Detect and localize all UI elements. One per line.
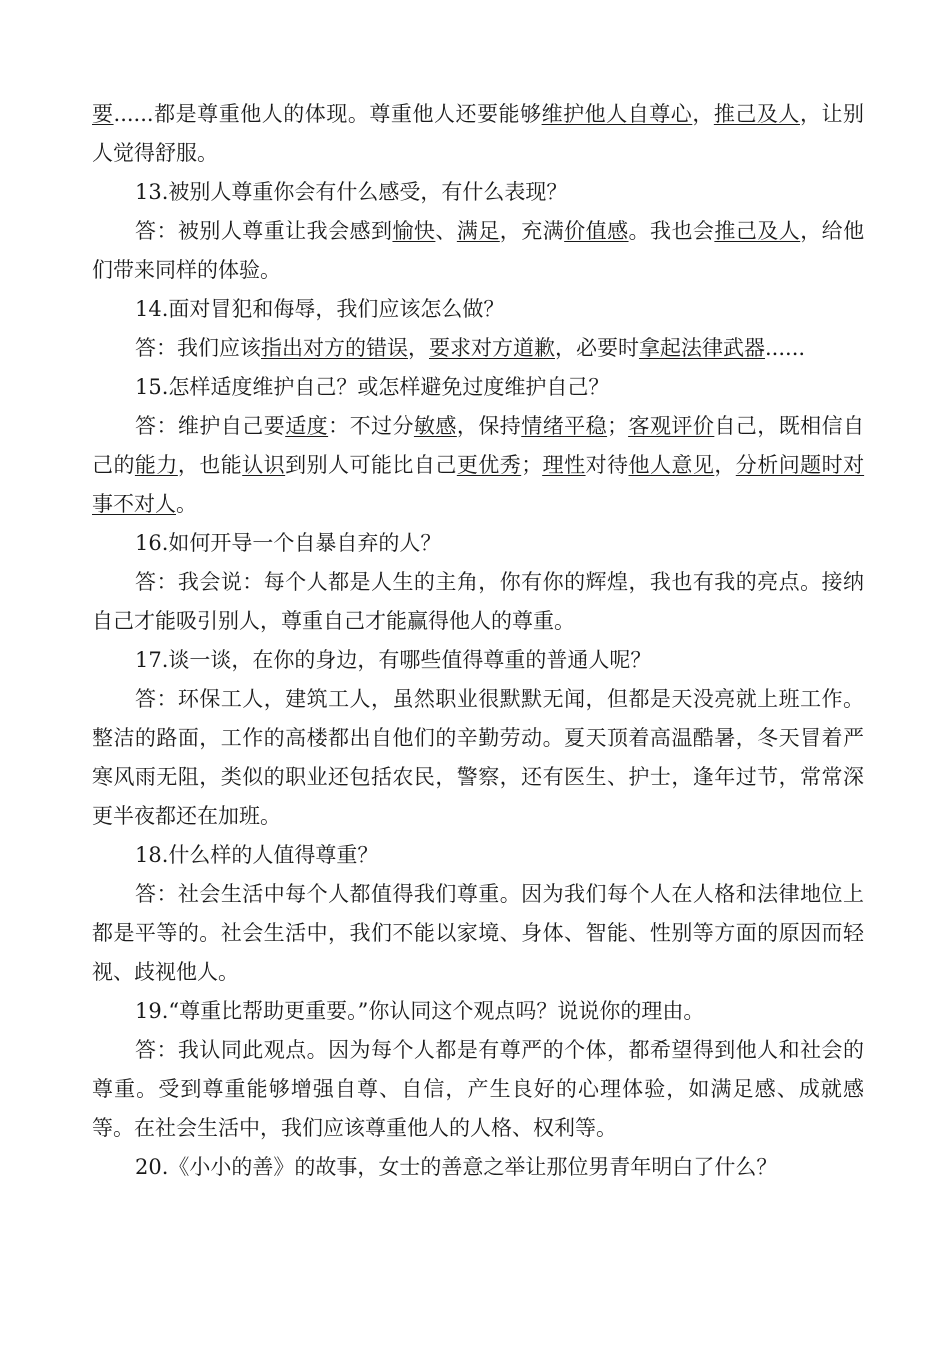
answer-paragraph xyxy=(92,1031,864,1148)
text-segment: 自己，既相信自己的 xyxy=(92,414,865,477)
underlined-keyword: 满足 xyxy=(456,219,500,243)
text-segment: 14.面对冒犯和侮辱，我们应该怎么做？ xyxy=(135,297,505,321)
text-segment: 对待 xyxy=(585,453,629,477)
text-segment: ， xyxy=(692,102,714,126)
question-paragraph xyxy=(92,368,864,407)
underlined-keyword: 他人意见 xyxy=(628,453,715,477)
text-segment: ， xyxy=(408,336,429,360)
text-segment: 答：我们应该 xyxy=(135,336,261,360)
text-segment: ......都是尊重他人的体现。尊重他人还要能够 xyxy=(113,102,542,126)
text-segment: ：不过分 xyxy=(328,414,414,438)
text-segment: 。 xyxy=(176,492,197,516)
text-segment: 15.怎样适度维护自己？或怎样避免过度维护自己？ xyxy=(135,375,610,399)
underlined-keyword: 推己及人 xyxy=(714,219,801,243)
text-segment: 。我也会 xyxy=(628,219,715,243)
underlined-keyword: 客观评价 xyxy=(628,414,715,438)
answer-paragraph xyxy=(92,329,864,368)
text-segment: ，必要时 xyxy=(555,336,639,360)
text-segment: ； xyxy=(521,453,543,477)
text-segment: 答：被别人尊重让我会感到 xyxy=(135,219,393,243)
text-segment: 答：我会说：每个人都是人生的主角，你有你的辉煌，我也有我的亮点。接纳自己才能吸引别人，尊重自己才能赢得他人的尊重。 xyxy=(92,570,864,633)
underlined-keyword: 更优秀 xyxy=(456,453,522,477)
text-segment: ，给他们带来同样的体验。 xyxy=(92,219,865,282)
answer-paragraph xyxy=(92,875,864,992)
question-paragraph xyxy=(92,836,864,875)
answer-paragraph xyxy=(92,212,864,290)
underlined-keyword: 认识 xyxy=(242,453,286,477)
question-paragraph xyxy=(92,641,864,680)
text-segment: 答：我认同此观点。因为每个人都是有尊严的个体，都希望得到他人和社会的尊重。受到尊重能够增强自尊、自信，产生良好的心理体验，如满足感、成就感等。在社会生活中，我们应该尊重他人的人格、权利等。 xyxy=(92,1038,864,1140)
text-segment: 17.谈一谈，在你的身边，有哪些值得尊重的普通人呢？ xyxy=(135,648,652,672)
underlined-keyword: 要 xyxy=(92,102,114,126)
answer-paragraph xyxy=(92,407,864,524)
text-segment: ； xyxy=(607,414,629,438)
underlined-keyword: 理性 xyxy=(542,453,586,477)
underlined-keyword: 情绪平稳 xyxy=(521,414,608,438)
text-segment: 答：维护自己要 xyxy=(135,414,286,438)
text-segment: ，也能 xyxy=(177,453,243,477)
underlined-keyword: 指出对方的错误 xyxy=(261,336,408,360)
text-segment: ，保持 xyxy=(456,414,522,438)
text-segment: ，让别人觉得舒服。 xyxy=(92,102,865,165)
answer-paragraph xyxy=(92,680,864,836)
text-segment: ，充满 xyxy=(499,219,565,243)
answer-paragraph xyxy=(92,95,864,173)
underlined-keyword: 能力 xyxy=(134,453,178,477)
underlined-keyword: 价值感 xyxy=(564,219,629,243)
underlined-keyword: 要求对方道歉 xyxy=(429,336,555,360)
underlined-keyword: 推己及人 xyxy=(713,102,800,126)
question-paragraph xyxy=(92,992,864,1031)
text-segment: 16.如何开导一个自暴自弃的人？ xyxy=(135,531,442,555)
text-segment: 18.什么样的人值得尊重？ xyxy=(135,843,379,867)
underlined-keyword: 分析问题时对事不对人 xyxy=(92,453,865,516)
text-segment: 20.《小小的善》的故事，女士的善意之举让那位男青年明白了什么？ xyxy=(135,1155,778,1179)
text-segment: 答：社会生活中每个人都值得我们尊重。因为我们每个人在人格和法律地位上都是平等的。社会生活中，我们不能以家境、身体、智能、性别等方面的原因而轻视、歧视他人。 xyxy=(92,882,864,984)
text-segment: 、 xyxy=(435,219,457,243)
answer-paragraph xyxy=(92,563,864,641)
text-segment: ...... xyxy=(765,336,806,360)
underlined-keyword: 维护他人自尊心 xyxy=(541,102,693,126)
underlined-keyword: 适度 xyxy=(285,414,329,438)
text-segment: 到别人可能比自己 xyxy=(285,453,457,477)
question-paragraph xyxy=(92,173,864,212)
question-paragraph xyxy=(92,290,864,329)
underlined-keyword: 拿起法律武器 xyxy=(639,336,765,360)
underlined-keyword: 敏感 xyxy=(413,414,457,438)
text-segment: 13.被别人尊重你会有什么感受，有什么表现？ xyxy=(135,180,568,204)
text-segment: ， xyxy=(714,453,736,477)
question-paragraph xyxy=(92,1148,864,1187)
text-segment: 答：环保工人，建筑工人，虽然职业很默默无闻，但都是天没亮就上班工作。整洁的路面，工作的高楼都出自他们的辛勤劳动。夏天顶着高温酷暑，冬天冒着严寒风雨无阻，类似的职业还包括农民，警察，还有医生、护士，逢年过节，常常深更半夜都还在加班。 xyxy=(92,687,864,828)
document-page xyxy=(92,95,864,1187)
underlined-keyword: 愉快 xyxy=(392,219,436,243)
question-paragraph xyxy=(92,524,864,563)
text-segment: 19.“尊重比帮助更重要。”你认同这个观点吗？说说你的理由。 xyxy=(135,999,705,1023)
